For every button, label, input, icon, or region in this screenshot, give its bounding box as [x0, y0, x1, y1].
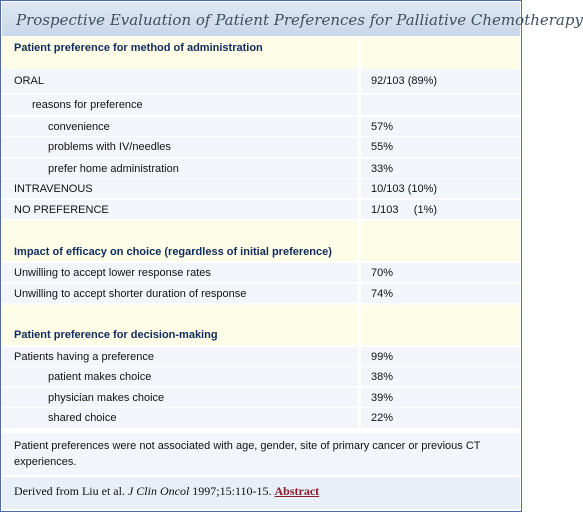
row-label: NO PREFERENCE — [2, 200, 358, 219]
row-value: 33% — [361, 159, 520, 178]
table-row — [2, 284, 520, 303]
row-label: patient makes choice — [2, 367, 358, 386]
table-row — [2, 117, 520, 136]
row-value — [361, 221, 520, 243]
row-value — [361, 305, 520, 324]
table-row — [2, 388, 520, 407]
row-value: 38% — [361, 367, 520, 386]
row-label: Patient preference for method of administration — [2, 37, 358, 59]
table-row — [2, 408, 520, 428]
row-label: shared choice — [2, 408, 358, 428]
table-row — [2, 137, 520, 157]
row-label: Impact of efficacy on choice (regardless of initial preference) — [2, 243, 358, 261]
row-value: 57% — [361, 117, 520, 136]
source-citation — [2, 477, 520, 509]
row-label: convenience — [2, 117, 358, 136]
table-row — [2, 179, 520, 198]
row-label: physician makes choice — [2, 388, 358, 407]
spacer-row — [2, 305, 520, 324]
table-row — [2, 69, 520, 93]
table-row — [2, 263, 520, 282]
row-value — [361, 243, 520, 261]
section-header-row — [2, 324, 520, 345]
table-row — [2, 159, 520, 178]
row-value: 39% — [361, 388, 520, 407]
row-label: Patient preference for decision-making — [2, 324, 358, 345]
journal-name: J Clin Oncol — [127, 484, 190, 498]
footnote: Patient preferences were not associated with age, gender, site of primary cancer or previous CT experiences. — [2, 433, 520, 475]
citation-detail: 1997;15:110-15. — [189, 484, 275, 498]
row-label: INTRAVENOUS — [2, 179, 358, 198]
row-value — [361, 95, 520, 115]
row-value — [361, 324, 520, 345]
row-label: Patients having a preference — [2, 347, 358, 366]
row-value: 70% — [361, 263, 520, 282]
table-title: Prospective Evaluation of Patient Preferences for Palliative Chemotherapy — [16, 11, 583, 29]
table-row — [2, 95, 520, 115]
row-value: 55% — [361, 137, 520, 157]
row-label — [2, 305, 358, 324]
row-value: 10/103 (10%) — [361, 179, 520, 198]
abstract-link[interactable]: Abstract — [274, 484, 320, 498]
row-label: prefer home administration — [2, 159, 358, 178]
row-label — [2, 221, 358, 243]
row-value: 22% — [361, 408, 520, 428]
table-row — [2, 200, 520, 219]
row-label: reasons for preference — [2, 95, 358, 115]
row-value — [361, 37, 520, 59]
row-value — [361, 59, 520, 69]
row-value: 74% — [361, 284, 520, 303]
row-label: ORAL — [2, 69, 358, 93]
row-label: Unwilling to accept lower response rates — [2, 263, 358, 282]
spacer-row — [2, 221, 520, 243]
row-value: 92/103 (89%) — [361, 69, 520, 93]
title-bar — [2, 2, 583, 36]
section-header-row — [2, 37, 520, 59]
source-prefix: Derived from Liu et al. — [14, 484, 128, 498]
row-value: 1/103 (1%) — [361, 200, 520, 219]
row-label: problems with IV/needles — [2, 137, 358, 157]
table-row — [2, 367, 520, 386]
row-label: Unwilling to accept shorter duration of response — [2, 284, 358, 303]
spacer-row — [2, 59, 520, 69]
row-value: 99% — [361, 347, 520, 366]
section-header-row — [2, 243, 520, 261]
row-label — [2, 59, 358, 69]
table-row — [2, 347, 520, 366]
